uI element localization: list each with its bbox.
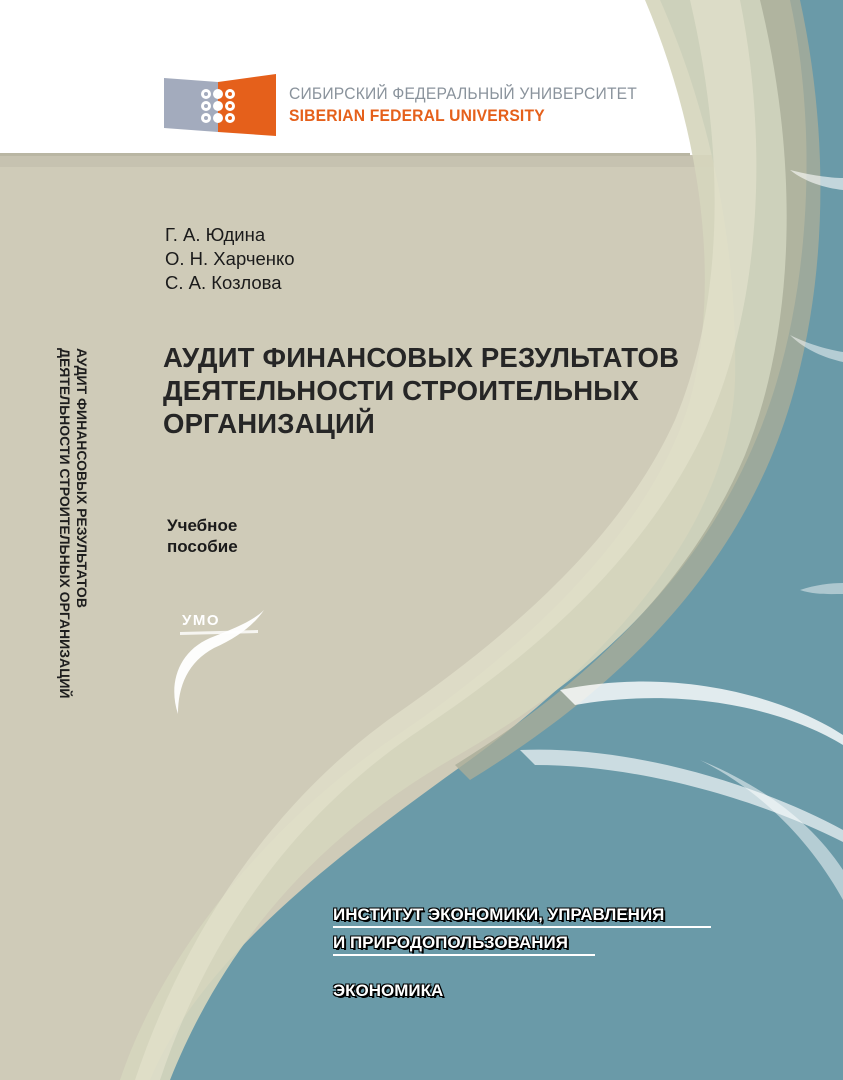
- series-label: ЭКОНОМИКА: [333, 981, 444, 1000]
- book-title-line-1: АУДИТ ФИНАНСОВЫХ РЕЗУЛЬТАТОВ: [163, 342, 680, 373]
- sfu-logo-icon: [164, 74, 280, 138]
- umo-label: УМО: [182, 612, 220, 629]
- author-3: С. А. Козлова: [165, 272, 282, 293]
- author-2: О. Н. Харченко: [165, 248, 295, 269]
- spine-title-line-2: ДЕЯТЕЛЬНОСТИ СТРОИТЕЛЬНЫХ ОРГАНИЗАЦИЙ: [57, 348, 73, 699]
- book-title: [163, 341, 679, 440]
- publisher-name-ru: СИБИРСКИЙ ФЕДЕРАЛЬНЫЙ УНИВЕРСИТЕТ: [289, 84, 638, 103]
- institute-line-2: И ПРИРОДОПОЛЬЗОВАНИЯ: [333, 933, 568, 952]
- document-type: [167, 515, 238, 557]
- institute-line-1: ИНСТИТУТ ЭКОНОМИКИ, УПРАВЛЕНИЯ: [333, 905, 665, 924]
- institute-underline-1: [333, 926, 711, 928]
- author-1: Г. А. Юдина: [165, 224, 266, 245]
- document-type-line-1: Учебное: [167, 516, 238, 535]
- document-type-line-2: пособие: [167, 537, 238, 556]
- book-title-line-2: ДЕЯТЕЛЬНОСТИ СТРОИТЕЛЬНЫХ: [163, 375, 639, 406]
- spine-title: [50, 348, 90, 748]
- spine-title-line-1: АУДИТ ФИНАНСОВЫХ РЕЗУЛЬТАТОВ: [74, 348, 90, 608]
- book-title-line-3: ОРГАНИЗАЦИЙ: [163, 408, 375, 439]
- publisher-name-en: SIBERIAN FEDERAL UNIVERSITY: [289, 106, 545, 125]
- institute-underline-2: [333, 954, 595, 956]
